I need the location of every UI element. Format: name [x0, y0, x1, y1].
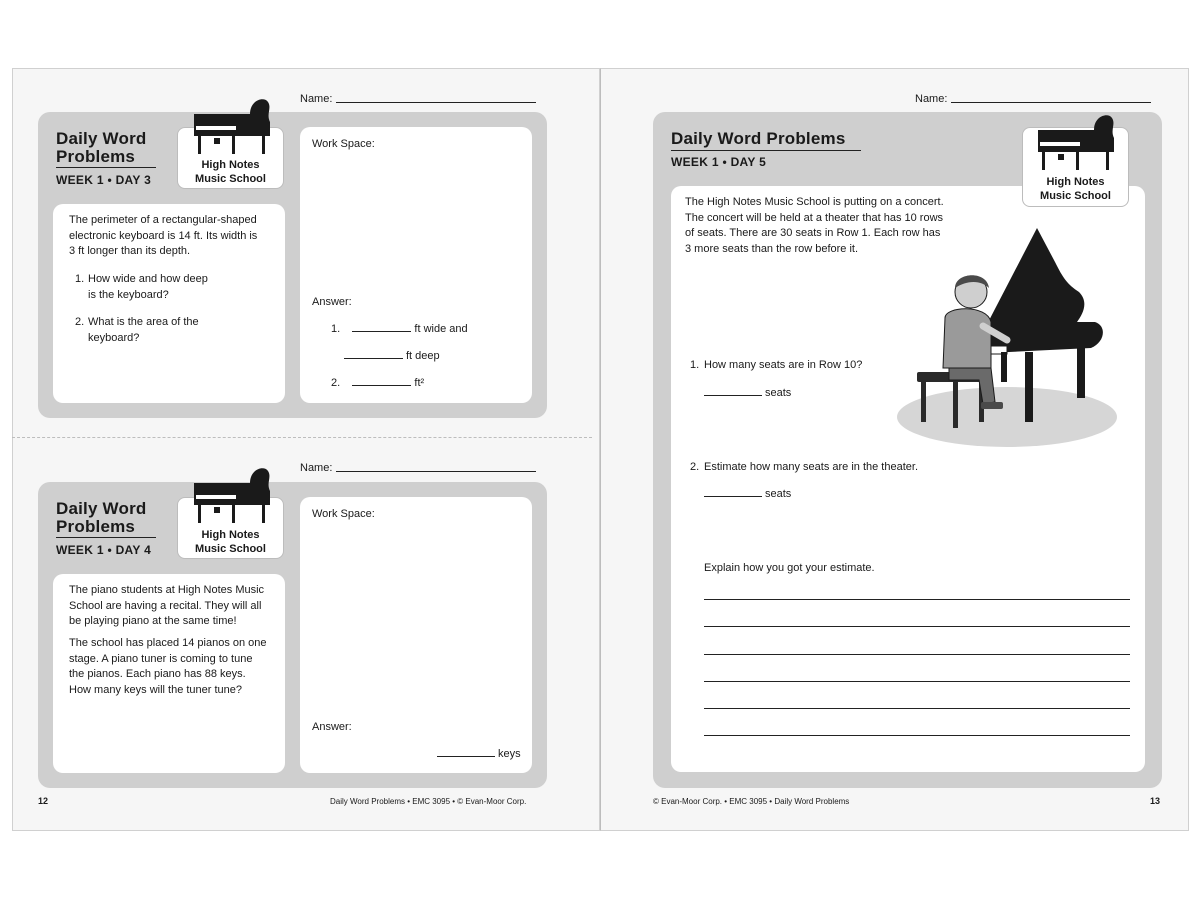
name-label: Name:: [300, 462, 333, 474]
writing-line[interactable]: [704, 735, 1130, 736]
title-underline: [671, 150, 861, 151]
day3-answer-1b[interactable]: ft deep: [344, 349, 440, 365]
day3-problem-text: The perimeter of a rectangular-shaped electronic keyboard is 14 ft. Its width is 3 ft longer than its depth.: [69, 214, 258, 257]
day3-school-badge: High Notes Music School: [177, 127, 284, 189]
page-number-right: 13: [1150, 796, 1161, 806]
writing-line[interactable]: [704, 681, 1130, 682]
day3-question-1-text: How wide and how deep is the keyboard?: [88, 273, 208, 301]
answer-blank[interactable]: [344, 358, 403, 359]
day4-problem-text-2: The school has placed 14 pianos on one stage. A piano tuner is coming to tune the pianos. Each piano has 88 keys. How many keys will the tuner tune?: [69, 637, 267, 696]
day4-school-badge: High Notes Music School: [177, 497, 284, 559]
footer-left: Daily Word Problems • EMC 3095 • © Evan-Moor Corp.: [330, 797, 527, 806]
day3-question-2-text: What is the area of the keyboard?: [88, 316, 199, 344]
writing-line[interactable]: [704, 599, 1130, 600]
writing-line[interactable]: [704, 708, 1130, 709]
day5-answer-2[interactable]: seats: [704, 487, 791, 503]
page-number-left: 12: [38, 796, 49, 806]
day5-question-1-num: 1.: [690, 359, 700, 371]
name-label: Name:: [300, 93, 333, 105]
name-field-day5[interactable]: [915, 93, 1151, 105]
footer-right: © Evan-Moor Corp. • EMC 3095 • Daily Word Problems: [653, 797, 850, 806]
answer-label: Answer:: [312, 721, 352, 733]
name-label: Name:: [915, 93, 948, 105]
writing-line[interactable]: [704, 626, 1130, 627]
day3-question-2: 2.: [75, 316, 85, 328]
day5-question-2: Estimate how many seats are in the theater.: [704, 461, 919, 473]
work-space-label: Work Space:: [312, 138, 375, 150]
day4-answer[interactable]: keys: [437, 747, 521, 763]
day3-week: WEEK 1 • DAY 3: [56, 173, 152, 187]
day5-question-1: How many seats are in Row 10?: [704, 359, 863, 371]
name-line: [951, 102, 1151, 103]
day3-answer-1[interactable]: 1. ft wide and: [331, 323, 468, 335]
name-line: [336, 471, 536, 472]
title-underline: [56, 537, 156, 538]
writing-line[interactable]: [704, 654, 1130, 655]
grand-piano-icon: [190, 463, 272, 525]
answer-label: Answer:: [312, 296, 352, 308]
day5-school-badge: High Notes Music School: [1022, 127, 1129, 207]
explain-prompt: Explain how you got your estimate.: [704, 562, 875, 574]
answer-blank[interactable]: [352, 385, 411, 386]
title-underline: [56, 167, 156, 168]
name-field-day4[interactable]: [300, 462, 536, 474]
day5-week: WEEK 1 • DAY 5: [671, 155, 767, 169]
day4-problem-text-1: The piano students at High Notes Music School are having a recital. They will all be playing piano at the same time!: [69, 584, 265, 627]
day5-problem-text: The High Notes Music School is putting on a concert. The concert will be held at a theater that has 10 rows of seats. There are 30 seats in Row 1. Each row has 3 more seats than the row before it.: [685, 196, 944, 255]
cut-line: [12, 437, 592, 438]
name-field-day3[interactable]: [300, 93, 536, 105]
day3-answer-2[interactable]: 2. ft²: [331, 377, 425, 389]
day5-question-2-num: 2.: [690, 461, 700, 473]
grand-piano-icon: [190, 94, 272, 156]
name-line: [336, 102, 536, 103]
day5-answer-1[interactable]: seats: [704, 386, 791, 402]
answer-blank[interactable]: [704, 395, 762, 396]
day4-week: WEEK 1 • DAY 4: [56, 543, 152, 557]
answer-blank[interactable]: [352, 331, 411, 332]
answer-blank[interactable]: [704, 496, 762, 497]
day3-question-1: 1.: [75, 273, 85, 285]
boy-playing-piano-illustration: [895, 222, 1120, 450]
answer-blank[interactable]: [437, 756, 495, 757]
day4-title: Daily Word Problems: [56, 499, 147, 536]
day5-title: Daily Word Problems: [671, 129, 846, 148]
work-space-label: Work Space:: [312, 508, 375, 520]
day3-title: Daily Word Problems: [56, 129, 147, 166]
grand-piano-icon: [1034, 110, 1116, 172]
